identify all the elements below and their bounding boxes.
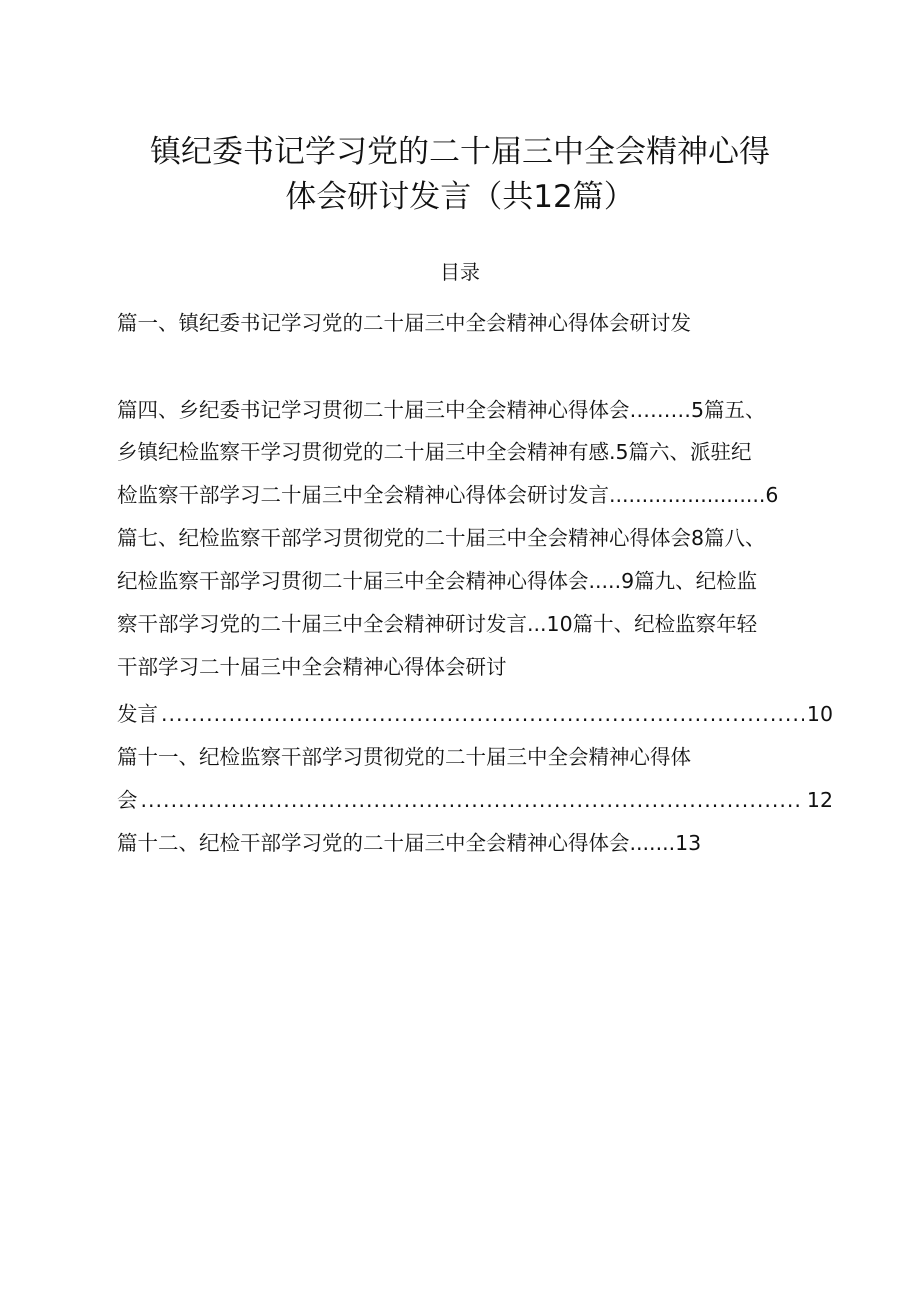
toc-line: 检监察干部学习二十届三中全会精神心得体会研讨发言........................6	[117, 483, 779, 507]
document-title-line-1: 镇纪委书记学习党的二十届三中全会精神心得	[150, 134, 770, 170]
toc-line: 篇七、纪检监察干部学习贯彻党的二十届三中全会精神心得体会8篇八、	[117, 526, 766, 550]
document-title-line-2: 体会研讨发言（共12篇）	[285, 179, 635, 215]
dot-leader	[161, 699, 804, 729]
toc-line: 乡镇纪检监察干学习贯彻党的二十届三中全会精神有感.5篇六、派驻纪	[117, 440, 752, 464]
toc-line: 纪检监察干部学习贯彻二十届三中全会精神心得体会.....9篇九、纪检监	[117, 569, 758, 593]
toc-line: 篇一、镇纪委书记学习党的二十届三中全会精神心得体会研讨发	[117, 311, 691, 335]
toc-entry-11-end	[117, 785, 833, 815]
toc-line: 篇十二、纪检干部学习党的二十届三中全会精神心得体会.......13	[117, 831, 702, 855]
toc-page-number: 12	[806, 788, 833, 812]
toc-entry-text: 发言	[117, 702, 158, 726]
toc-entry-fayan	[117, 699, 833, 729]
toc-line: 篇四、乡纪委书记学习贯彻二十届三中全会精神心得体会………5篇五、	[117, 398, 766, 422]
toc-line: 察干部学习党的二十届三中全会精神研讨发言...10篇十、纪检监察年轻	[117, 612, 758, 636]
toc-entry-text: 会	[117, 788, 138, 812]
toc-heading: 目录	[440, 260, 480, 284]
toc-line: 篇十一、纪检监察干部学习贯彻党的二十届三中全会精神心得体	[117, 745, 691, 769]
dot-leader	[141, 785, 804, 815]
toc-page-number: 10	[806, 702, 833, 726]
toc-line: 干部学习二十届三中全会精神心得体会研讨	[117, 655, 507, 679]
